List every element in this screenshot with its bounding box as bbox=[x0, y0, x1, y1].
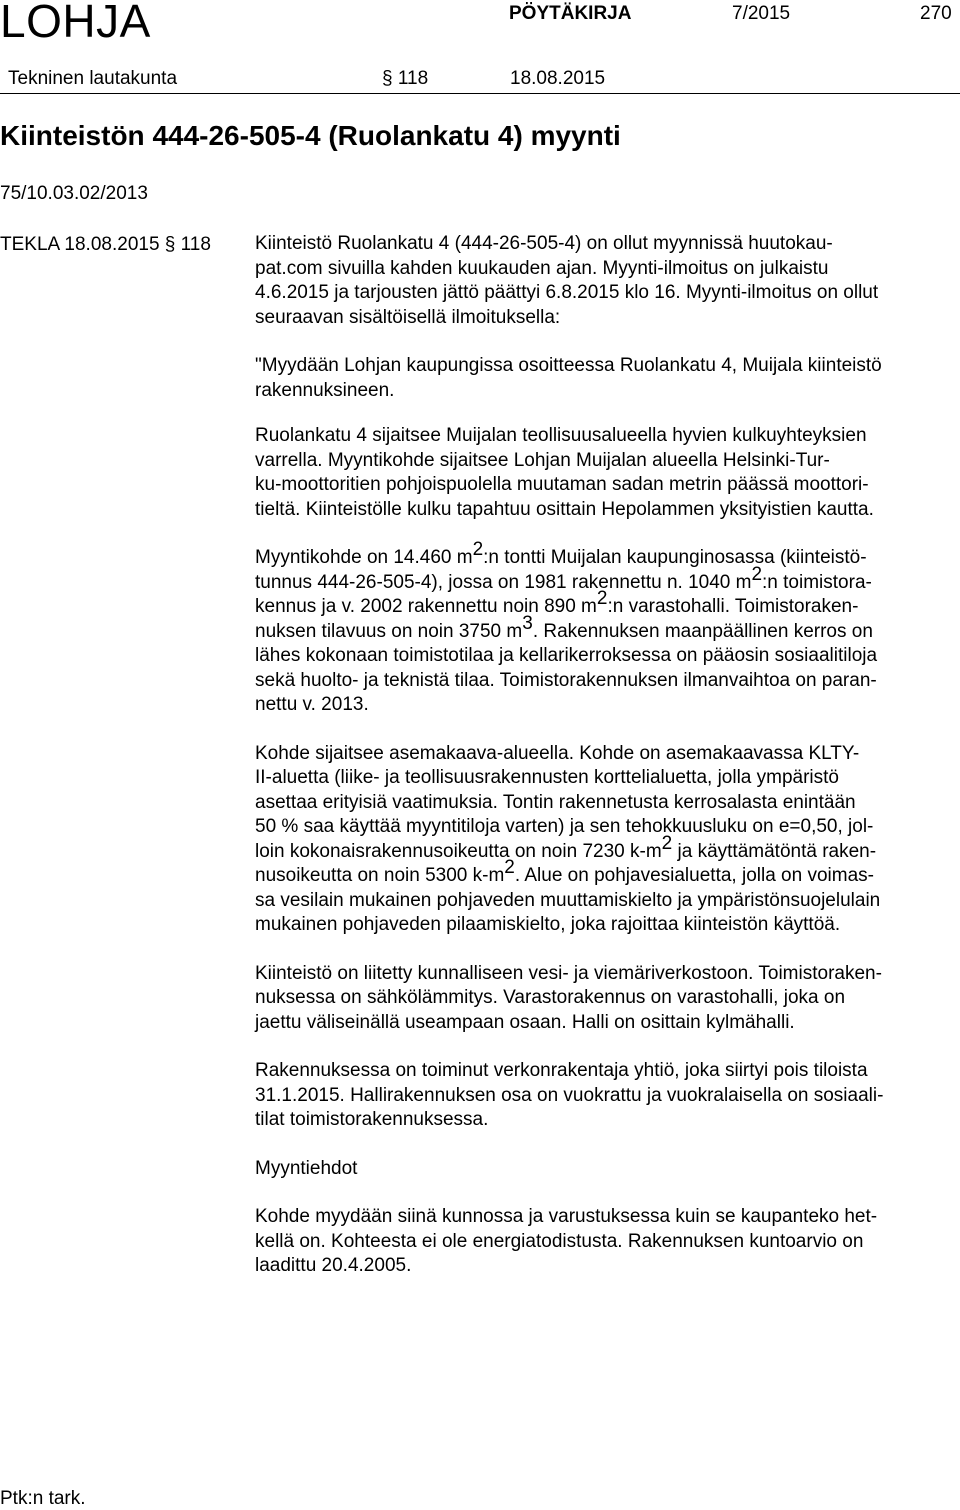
page-number: 270 bbox=[920, 3, 952, 24]
paragraph-tenants: Rakennuksessa on toiminut verkonrakentaja yhtiö, joka siirtyi pois tiloista 31.1.2015. Hallirakennuksen osa on vuokrattu ja vuokralaisella on sosiaali- tilat toimistorakennuksessa. bbox=[255, 1060, 884, 1130]
paragraph-sale-terms: Kohde myydään siinä kunnossa ja varustuksessa kuin se kaupanteko het- kellä on. Kohteesta ei ole energiatodistusta. Rakennuksen kuntoarvio on laadittu 20.4.2005. bbox=[255, 1206, 878, 1276]
document-body bbox=[255, 232, 955, 1303]
paragraph-intro: Kiinteistö Ruolankatu 4 (444-26-505-4) on ollut myynnissä huutokau- pat.com sivuilla kahden kuukauden ajan. Myynti-ilmoitus on julkaistu 4.6.2015 ja tarjousten jättö päättyi 6.8.2015 klo 16. Myynti-ilmoitus on ollut seuraavan sisältöisellä ilmoituksella: bbox=[255, 233, 879, 328]
page-title: Kiinteistön 444-26-505-4 (Ruolankatu 4) myynti bbox=[0, 120, 621, 151]
subheading-sale-terms: Myyntiehdot bbox=[255, 1157, 358, 1179]
history-label: TEKLA 18.08.2015 § 118 bbox=[0, 234, 211, 255]
paragraph-zoning: Kohde sijaitsee asemakaava-alueella. Kohde on asemakaavassa KLTY- II-aluetta (liike- ja teollisuusrakennusten korttelialuetta, jolla ympäristö asettaa erityisiä vaatimuksia. Tontin rakennetusta kerrosalasta enintään 50 % saa käyttää myyntitiloja varten) ja sen tehokkuusluku on e=0,50, jol- loin kokonaisrakennusoikeutta on noin 7230 k-m2 ja käyttämätöntä raken- nusoikeutta on noin 5300 k-m2. Alue on pohjavesialuetta, jolla on voimas- sa vesilain mukainen pohjaveden muuttamiskielto ja ympäristönsuojelulain mukainen pohjaveden pilaamiskielto, joka rajoittaa kiinteistön käyttöä. bbox=[255, 742, 881, 935]
record-reference: 75/10.03.02/2013 bbox=[0, 183, 148, 204]
committee-name: Tekninen lautakunta bbox=[8, 68, 178, 89]
meeting-date: 18.08.2015 bbox=[510, 68, 606, 89]
header-divider bbox=[0, 93, 960, 94]
paragraph-property-details: Myyntikohde on 14.460 m2:n tontti Muijalan kaupunginosassa (kiinteistö- tunnus 444-26-505-4), jossa on 1981 rakennettu n. 1040 m2:n toimistora- kennus ja v. 2002 rakennettu noin 890 m2:n varastohalli. Toimistoraken- nuksen tilavuus on noin 3750 m3. Rakennuksen maanpäällinen kerros on lähes kokonaan toimistotilaa ja kellarikerroksessa on pääosin sosiaalitiloja sekä huolto- ja teknistä tilaa. Toimistorakennuksen ilmanvaihtoa on paran- nettu v. 2013. bbox=[255, 539, 878, 715]
organization-logo: LOHJA bbox=[0, 0, 151, 47]
document-number: 7/2015 bbox=[732, 3, 791, 24]
paragraph-utilities: Kiinteistö on liitetty kunnalliseen vesi- ja viemäriverkostoon. Toimistoraken- nuksessa on sähkölämmitys. Varastorakennus on varastohalli, joka on jaettu väliseinällä useampaan osaan. Halli on osittain kylmähalli. bbox=[255, 962, 882, 1033]
paragraph-location: Ruolankatu 4 sijaitsee Muijalan teollisuusalueella hyvien kulkuyhteyksien varrella. Myyntikohde sijaitsee Lohjan Muijalan alueella Helsinki-Tur- ku-moottoritien pohjoispuolella muutaman sadan metrin päässä moottori- tieltä. Kiinteistölle kulku tapahtuu osittain Hepolammen yksityistien kautta. bbox=[255, 425, 874, 520]
minutes-check-label: Ptk:n tark. bbox=[0, 1488, 86, 1509]
paragraph-announcement-start: "Myydään Lohjan kaupungissa osoitteessa Ruolankatu 4, Muijala kiinteistö rakennuksineen. bbox=[255, 355, 882, 401]
section-number: § 118 bbox=[382, 68, 429, 89]
document-type: PÖYTÄKIRJA bbox=[509, 3, 632, 24]
